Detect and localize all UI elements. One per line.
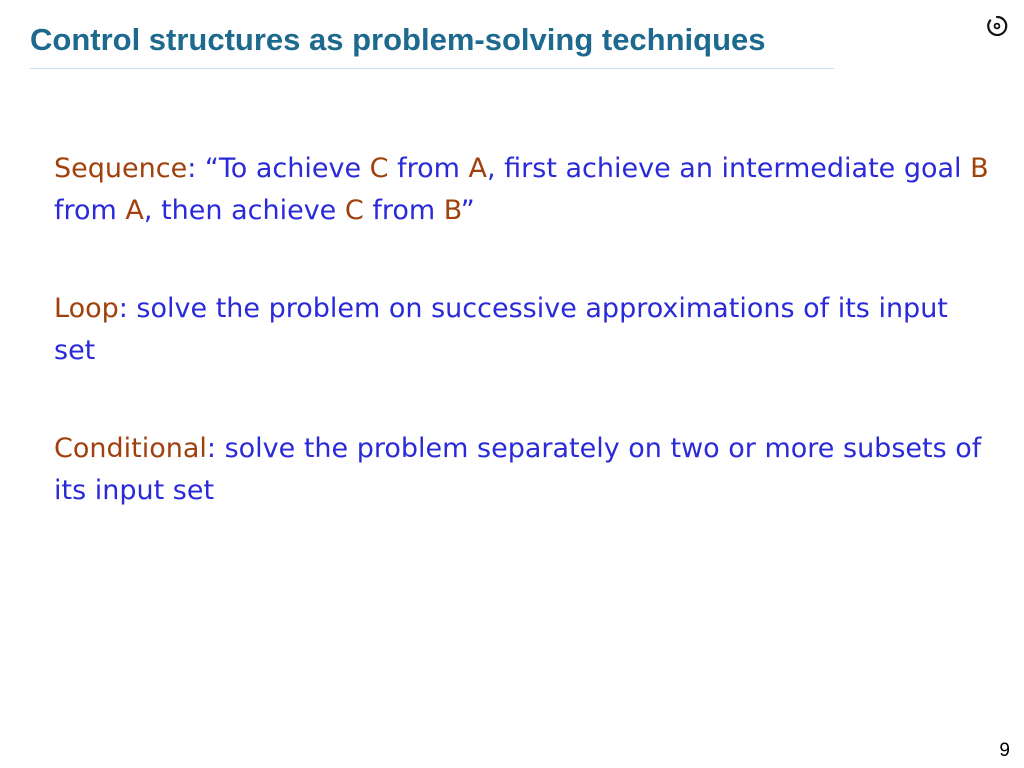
sequence-text: , first achieve an intermediate goal: [487, 153, 971, 184]
sequence-text: from: [363, 195, 444, 226]
goal-c: C: [369, 153, 389, 184]
slide-body: [54, 148, 994, 568]
goal-b: B: [443, 195, 461, 226]
loop-item: [54, 288, 994, 372]
eiffel-logo-icon: [985, 14, 1009, 38]
conditional-item: [54, 428, 994, 512]
loop-term: Loop: [54, 293, 119, 324]
page-number: 9: [999, 740, 1010, 761]
sequence-text: ”: [460, 195, 475, 226]
conditional-term: Conditional: [54, 433, 207, 464]
sequence-term: Sequence: [54, 153, 188, 184]
sequence-text: from: [54, 195, 126, 226]
title-divider: [30, 68, 834, 69]
sequence-text: from: [388, 153, 469, 184]
goal-a: A: [468, 153, 487, 184]
slide-title: Control structures as problem-solving techniques: [30, 22, 766, 57]
conditional-text: : solve the problem separately on two or more subsets of its input set: [54, 433, 982, 506]
sequence-item: [54, 148, 994, 232]
sequence-text: : “To achieve: [187, 153, 370, 184]
goal-a: A: [125, 195, 144, 226]
loop-text: : solve the problem on successive approximations of its input set: [54, 293, 948, 366]
goal-b: B: [970, 153, 989, 184]
goal-c: C: [344, 195, 364, 226]
sequence-text: , then achieve: [143, 195, 345, 226]
